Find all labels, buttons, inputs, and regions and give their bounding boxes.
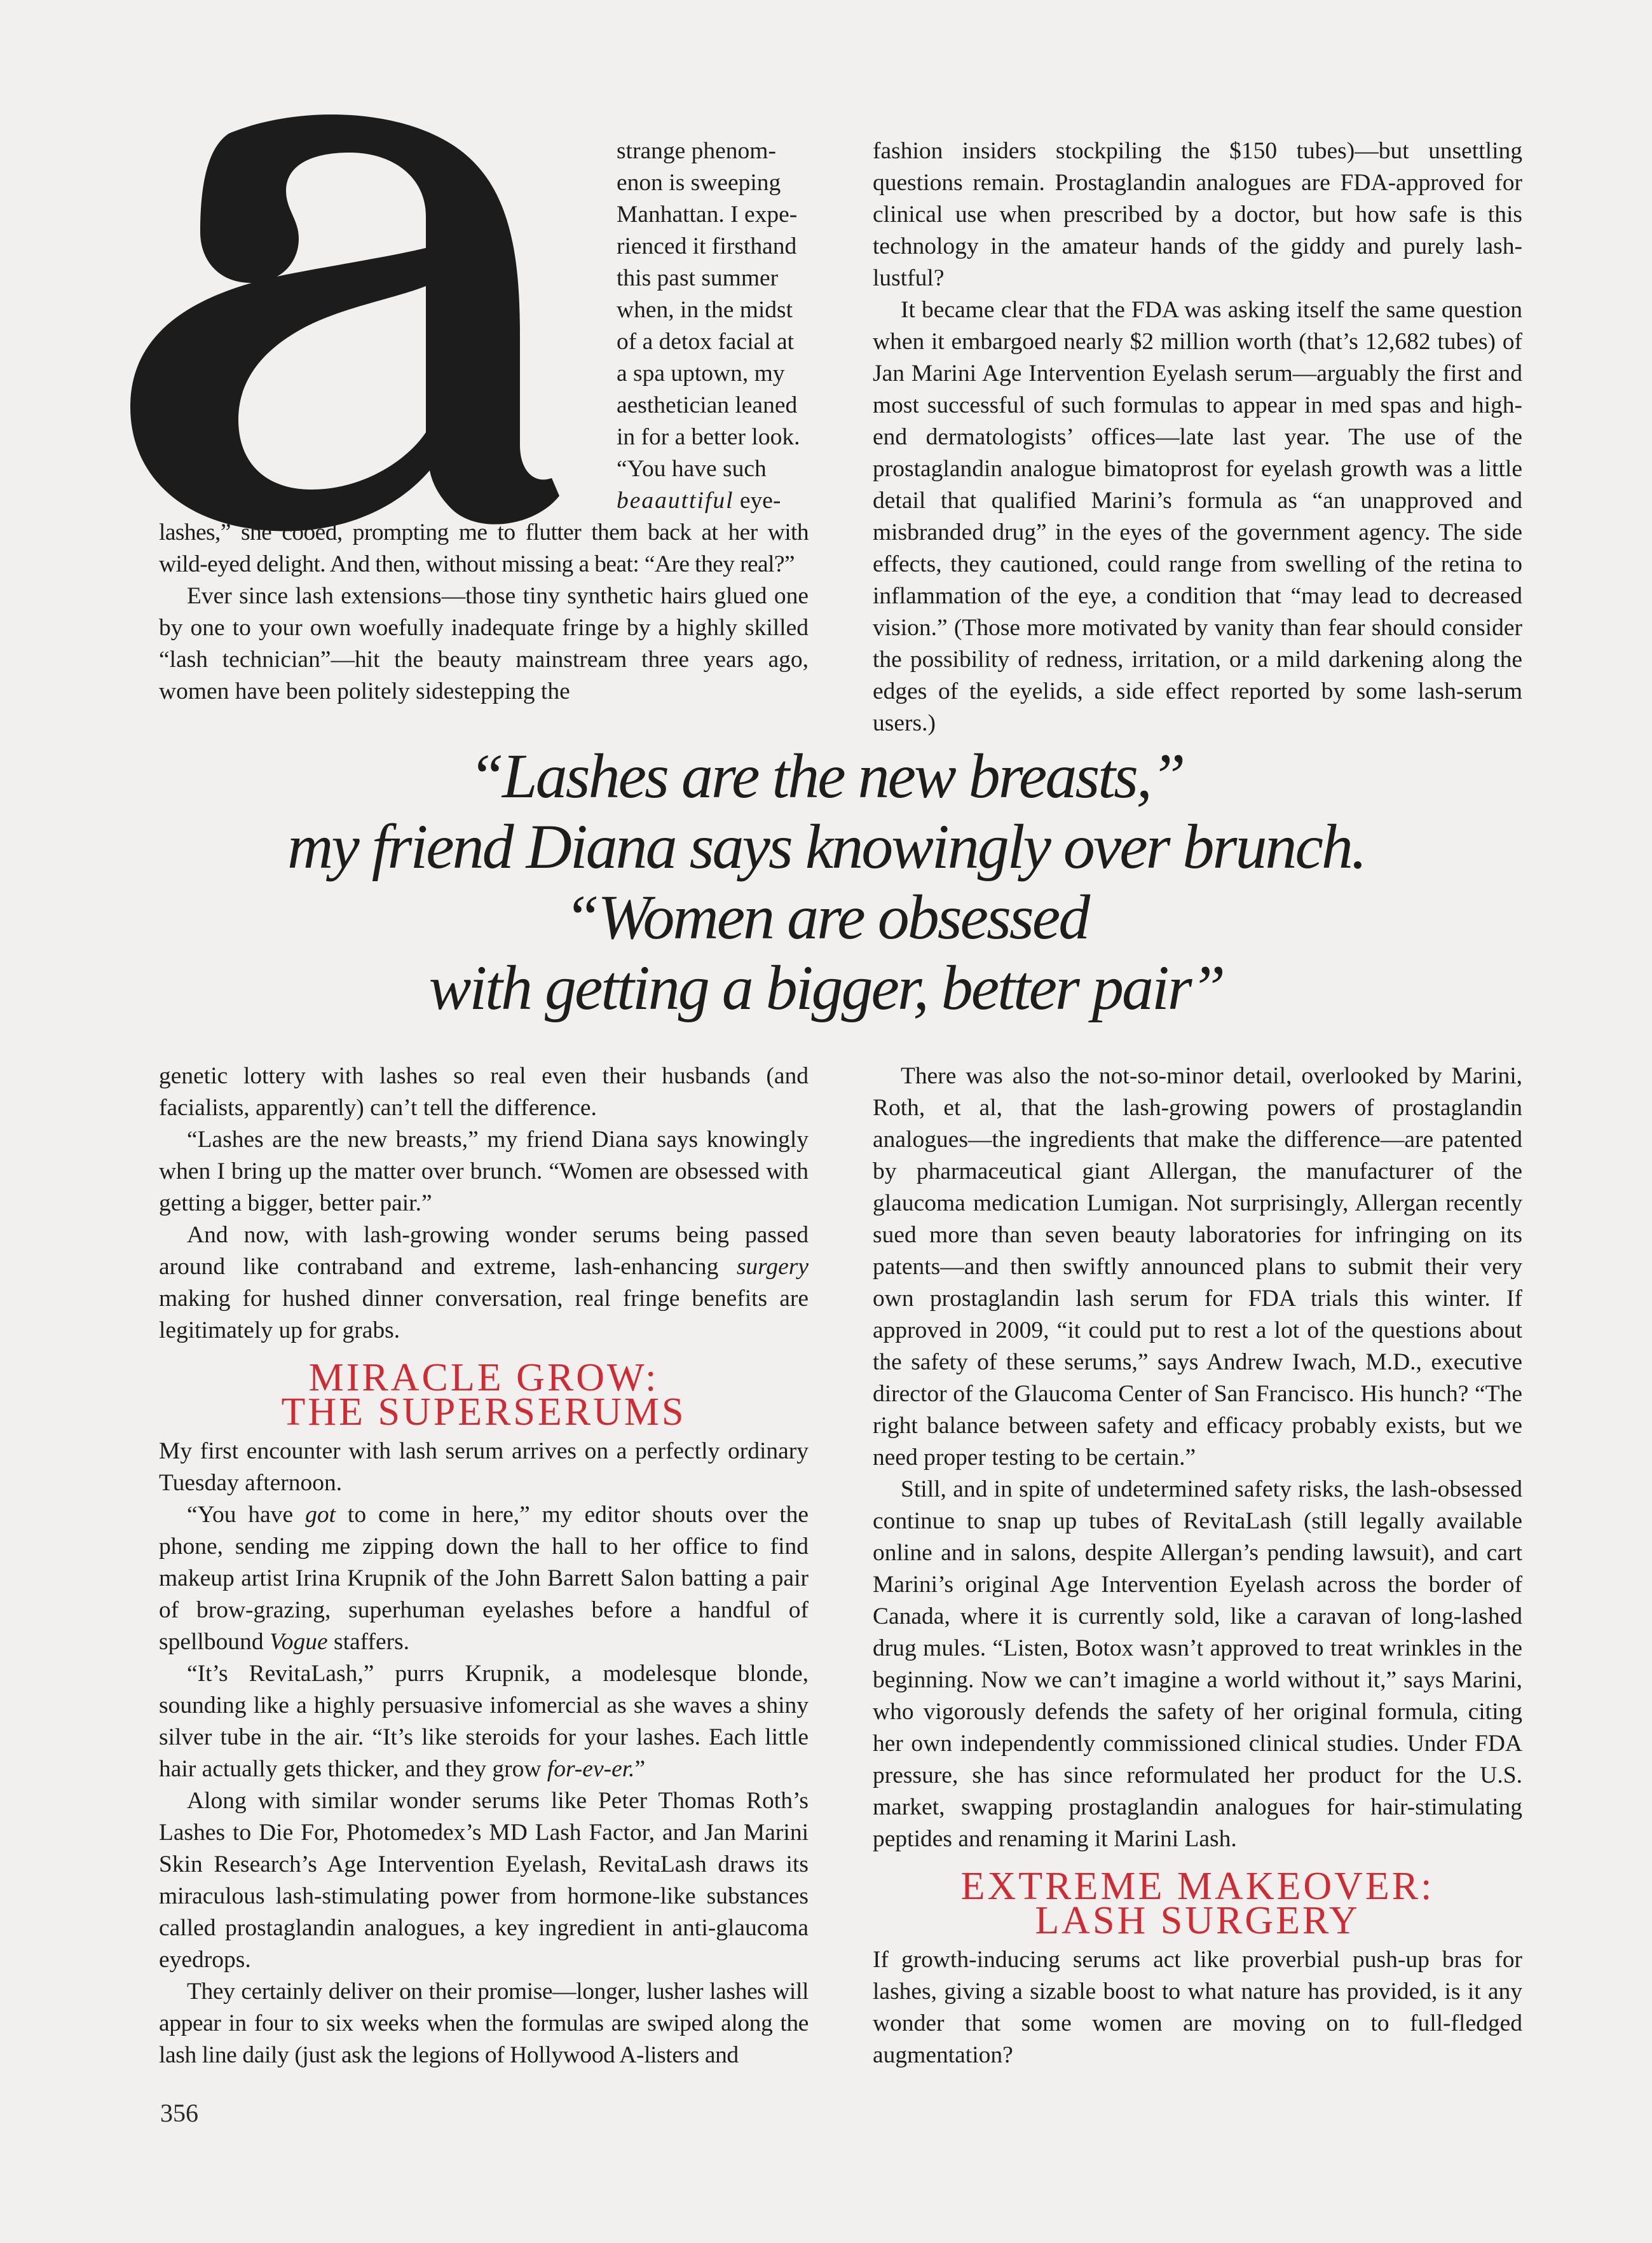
body-paragraph: Along with similar wonder serums like Peter Thomas Roth’s Lashes to Die For, Photomedex’s MD Lash Factor, and Jan Marini Skin Research’s Age Intervention Eyelash, RevitaLash draws its miraculous lash-stimulating power from hormone-like substances called prostaglandin analogues, a key ingredient in anti-glaucoma eyedrops. <box>159 1788 809 1973</box>
intro-line <box>617 485 809 517</box>
body-paragraph: “It’s RevitaLash,” purrs Krupnik, a modelesque blonde, sounding like a highly persuasive infomercial as she waves a shiny silver tube in the air. “It’s like steroids for your lashes. Each little hair actually gets thicker, and they grow for-ev-er.” <box>159 1661 809 1782</box>
intro-line: aesthetician leaned <box>617 392 798 418</box>
body-paragraph: lashes,” she cooed, prompting me to flutter them back at her with wild-eyed delight. And then, without missing a beat: “Are they real?” <box>159 519 809 577</box>
pull-quote-line: my friend Diana says knowingly over brunch. <box>287 811 1365 882</box>
pull-quote <box>102 741 1551 1023</box>
body-paragraph: They certainly deliver on their promise—longer, lusher lashes will appear in four to six weeks when the formulas are swiped along the lash line daily (just ask the legions of Hollywood A-listers and <box>159 1979 809 2068</box>
emphasis-text: beaauttiful <box>617 488 734 514</box>
section-heading-line: EXTREME MAKEOVER: <box>960 1865 1435 1908</box>
body-paragraph: Still, and in spite of undetermined safety risks, the lash-obsessed continue to snap up tubes of RevitaLash (still legally available online and in salons, despite Allergan’s pending lawsuit), and cart Marini’s original Age Intervention Eyelash across the border of Canada, where it is currently sold, like a caravan of long-lashed drug mules. “Listen, Botox wasn’t approved to treat wrinkles in the beginning. Now we can’t imagine a world without it,” says Marini, who vigorously defends the safety of her original formula, citing her own independently commissioned clinical studies. Under FDA pressure, she has since reformulated her product for the U.S. market, swapping prostaglandin analogues for hair-stimulating peptides and renaming it Marini Lash. <box>873 1476 1522 1852</box>
body-paragraph: “Lashes are the new breasts,” my friend Diana says knowingly when I bring up the matter over brunch. “Women are obsessed with getting a bigger, better pair.” <box>159 1127 809 1216</box>
body-paragraph: “You have got to come in here,” my editor shouts over the phone, sending me zipping down the hall to her office to find makeup artist Irina Krupnik of the John Barrett Salon batting a pair of brow-grazing, superhuman eyelashes before a handful of spellbound Vogue staffers. <box>159 1502 809 1655</box>
section-heading-line: MIRACLE GROW: <box>308 1356 659 1399</box>
body-paragraph: genetic lottery with lashes so real even their husbands (and facialists, apparently) can’t tell the difference. <box>159 1063 809 1121</box>
emphasis-text: Vogue <box>269 1629 328 1655</box>
section-heading-miracle-grow <box>159 1356 809 1434</box>
pull-quote-line: “Lashes are the new breasts,” <box>468 741 1184 811</box>
dropcap-letter-a <box>95 89 572 534</box>
intro-wide-block <box>159 517 809 708</box>
intro-line: a spa uptown, my <box>617 360 785 387</box>
page-number: 356 <box>160 2099 198 2127</box>
intro-line: enon is sweeping <box>617 170 781 196</box>
intro-line: Manhattan. I expe- <box>617 202 798 228</box>
section-heading-line: LASH SURGERY <box>1035 1899 1360 1942</box>
intro-line: in for a better look. <box>617 424 800 450</box>
right-column <box>873 1060 1522 2071</box>
pull-quote-line: “Women are obsessed <box>564 882 1089 952</box>
intro-line: this past summer <box>617 265 779 291</box>
body-paragraph: My first encounter with lash serum arrives on a perfectly ordinary Tuesday afternoon. <box>159 1438 809 1496</box>
emphasis-text: for-ev-er. <box>547 1756 635 1782</box>
body-paragraph: There was also the not-so-minor detail, overlooked by Marini, Roth, et al, that the lash-growing powers of prostaglandin analogues—the ingredients that make the difference—are patented by pharmaceutical giant Allergan, the manufacturer of the glaucoma medication Lumigan. Not surprisingly, Allergan recently sued more than seven beauty laboratories for infringing on its patents—and then swiftly announced plans to submit their very own prostaglandin lash serum for FDA trials this winter. If approved in 2009, “it could put to rest a lot of the questions about the safety of these serums,” says Andrew Iwach, M.D., executive director of the Glaucoma Center of San Francisco. His hunch? “The right balance between safety and efficacy probably exists, but we need proper testing to be certain.” <box>873 1063 1522 1471</box>
intro-line: of a detox facial at <box>617 329 795 355</box>
body-paragraph: It became clear that the FDA was asking itself the same question when it embargoed nearly $2 million worth (that’s 12,682 tubes) of Jan Marini Age Intervention Eyelash serum—arguably the first and most successful of such formulas to appear in med spas and high-end dermatologists’ offices—late last year. The use of the prostaglandin analogue bimatoprost for eyelash growth was a little detail that qualified Marini’s formula as “an unapproved and misbranded drug” in the eyes of the government agency. The side effects, they cautioned, could range from swelling of the retina to inflammation of the eye, a condition that “may lead to decreased vision.” (Those more motivated by vanity than fear should consider the possibility of redness, irritation, or a mild darkening along the edges of the eyelids, a side effect reported by some lash-serum users.) <box>873 297 1522 736</box>
emphasis-text: surgery <box>736 1254 809 1280</box>
body-paragraph: If growth-inducing serums act like proverbial push-up bras for lashes, giving a sizable boost to what nature has provided, is it any wonder that some women are moving on to full-fledged augmentation? <box>873 1947 1522 2068</box>
intro-line: rienced it firsthand <box>617 233 797 259</box>
top-right-column <box>873 135 1522 739</box>
section-heading-line: THE SUPERSERUMS <box>281 1390 686 1434</box>
intro-line: when, in the midst <box>617 297 793 323</box>
intro-line: strange phenom- <box>617 138 776 164</box>
body-paragraph: And now, with lash-growing wonder serums being passed around like contraband and extreme, lash-enhancing surgery making for hushed dinner conversation, real fringe benefits are legitimately up for grabs. <box>159 1222 809 1343</box>
intro-narrow-block <box>617 135 809 517</box>
pull-quote-line: with getting a bigger, better pair” <box>428 952 1224 1023</box>
emphasis-text: got <box>305 1502 336 1528</box>
intro-line-end: eye- <box>734 488 781 514</box>
body-paragraph: Ever since lash extensions—those tiny synthetic hairs glued one by one to your own woefully inadequate fringe by a highly skilled “lash technician”—hit the beauty mainstream three years ago, women have been politely sidestepping the <box>159 583 809 704</box>
body-paragraph: fashion insiders stockpiling the $150 tubes)—but unsettling questions remain. Prostaglandin analogues are FDA-approved for clinical use when prescribed by a doctor, but how safe is this technology in the amateur hands of the giddy and purely lash-lustful? <box>873 138 1522 291</box>
left-column <box>159 1060 809 2071</box>
intro-line: “You have such <box>617 456 767 482</box>
section-heading-extreme-makeover <box>873 1865 1522 1942</box>
